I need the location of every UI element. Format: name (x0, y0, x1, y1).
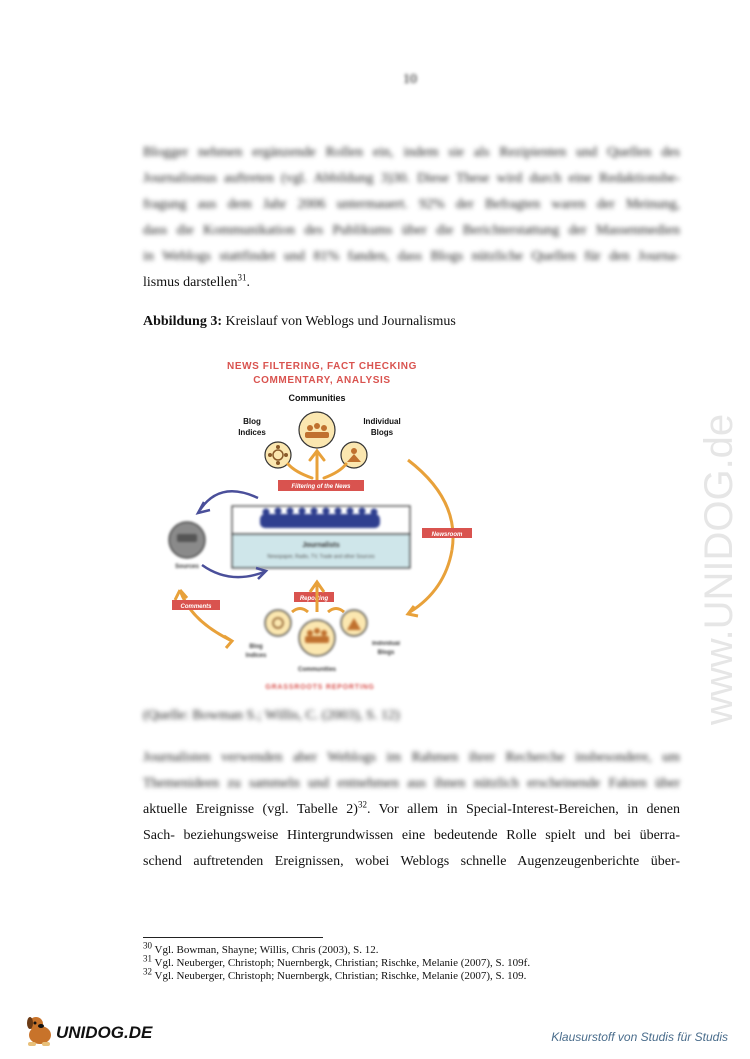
blog-indices-label-1: Blog (243, 417, 261, 426)
caption-label: Abbildung 3: (143, 314, 222, 329)
bottom-blog-indices-label-1: Blog (249, 644, 263, 650)
bottom-individual-blogs-node (341, 610, 367, 636)
second-line: Themenideen zu sammeln und entnehmen aus ihnen nützlich erscheinende Fakten über (143, 776, 680, 791)
journalists-box (232, 506, 410, 568)
bottom-blog-indices-node (265, 610, 291, 636)
second-paragraph (143, 745, 680, 875)
individual-blogs-label-2: Blogs (370, 428, 394, 437)
footnote-number: 32 (143, 966, 152, 977)
footer-logo (22, 1013, 162, 1047)
footnote-text: Vgl. Neuberger, Christoph; Nuernbergk, Christian; Rischke, Melanie (2007), S. 109. (152, 970, 527, 982)
footnote (143, 953, 531, 970)
journalists-label: Journalists (302, 542, 340, 549)
page-number: 10 (403, 72, 417, 87)
bottom-individual-label-1: Individual (371, 641, 401, 647)
footnote (143, 940, 530, 957)
communities-label: Communities (288, 393, 346, 403)
sources-label: Sources (175, 564, 199, 570)
second-line: Journalisten verwenden aber Weblogs im Rahmen ihrer Recherche insbesondere, um (143, 750, 680, 765)
watermark (660, 280, 750, 730)
top-title-line1: NEWS FILTERING, FACT CHECKING (227, 361, 417, 372)
footnote-number: 30 (143, 940, 152, 951)
journalists-sub: Newspaper, Radio, TV, Trade and other Sources (267, 554, 375, 560)
second-line-3-rest: . Vor allem in Special-Interest-Bereichen, in denen (366, 802, 680, 817)
intro-line: dass die Kommunikation des Publikums über die Berichterstattung der Massenmedien (143, 223, 680, 238)
top-title-line2: COMMENTARY, ANALYSIS (253, 375, 391, 386)
bottom-title: GRASSROOTS REPORTING (265, 684, 375, 691)
footnote-number: 31 (143, 953, 152, 964)
reporting-label: Reporting (299, 596, 329, 602)
intro-end: . (246, 275, 250, 290)
bottom-blog-indices-label-2: Indices (245, 653, 267, 659)
footnote-text: Vgl. Bowman, Shayne; Willis, Chris (2003), S. 12. (152, 944, 379, 956)
watermark-text: www.UNIDOG.de (697, 413, 741, 725)
bottom-communities-label: Communities (297, 667, 337, 673)
second-line-3 (143, 797, 680, 823)
comments-label: Comments (180, 604, 212, 610)
footnote-text: Vgl. Neuberger, Christoph; Nuernbergk, Christian; Rischke, Melanie (2007), S. 109f. (152, 957, 531, 969)
second-line-4: Sach- beziehungsweise Hintergrundwissen eine bedeutende Rolle spielt und bei überra- (143, 828, 680, 843)
figure-diagram (160, 350, 480, 700)
bottom-communities-node (299, 620, 335, 656)
footnote (143, 966, 530, 983)
footnote-ref: 31 (237, 272, 247, 283)
filtering-arrows (288, 451, 346, 480)
intro-line: in Weblogs stattfindet und 81% fanden, dass Blogs nützliche Quellen für den Journa- (143, 249, 680, 264)
logo-text: UNIDOG.DE (56, 1023, 153, 1042)
footnote-rule (143, 937, 323, 938)
bottom-individual-label-2: Blogs (377, 650, 395, 656)
filtering-label: Filtering of the News (291, 484, 351, 490)
second-line-5: schend auftretenden Ereignissen, wobei Weblogs schnelle Augenzeugenberichte über- (143, 854, 680, 869)
intro-paragraph (143, 140, 680, 296)
newsroom-label: Newsroom (431, 532, 463, 538)
footnotes (143, 940, 531, 983)
footer-tagline: Klausurstoff von Studis für Studis (551, 1030, 728, 1044)
intro-line: fragung aus dem Jahr 2006 untermauert. 92% der Befragten waren der Meinung, (143, 197, 680, 212)
intro-line: Journalismus auftreten (vgl. Abbildung 3)30. Diese These wird durch eine Redaktionsbe- (143, 171, 680, 186)
figure-caption (143, 314, 456, 330)
sources-node (169, 522, 205, 570)
intro-line: Blogger nehmen ergänzende Rollen ein, indem sie als Rezipienten und Quellen des (143, 145, 680, 160)
blog-indices-label-2: Indices (238, 428, 266, 437)
intro-tail: lismus darstellen (143, 275, 238, 290)
footnote-ref: 32 (357, 799, 367, 810)
unidog-logo (22, 1013, 162, 1047)
weblog-cycle-diagram (160, 350, 480, 700)
communities-node (299, 412, 335, 448)
dog-mascot-icon (27, 1017, 51, 1046)
caption-text: Kreislauf von Weblogs und Journalismus (225, 314, 456, 329)
intro-last-line (143, 270, 680, 296)
figure-source: (Quelle: Bowman S.; Willis, C. (2003), S. 12) (143, 708, 400, 723)
individual-blogs-label-1: Individual (363, 417, 401, 426)
second-line-3-text: aktuelle Ereignisse (vgl. Tabelle 2) (143, 802, 358, 817)
